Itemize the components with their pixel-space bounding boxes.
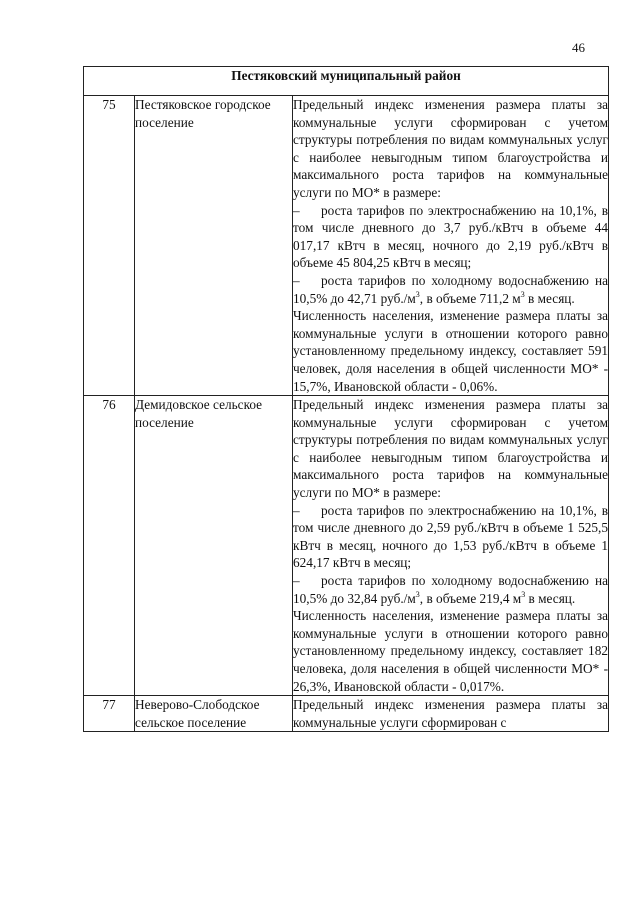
water-text: роста тарифов по холодному водоснабжению на 10,5% до 32,84 руб./м xyxy=(293,573,608,606)
intro-paragraph: Предельный индекс изменения размера платы за коммунальные услуги сформирован с учетом структуры потребления по видам коммунальных услуг с наиболее невыгодным типом благоустройства и максимального роста тарифов на коммунальные услуги по МО* в размере: xyxy=(293,397,608,501)
bullet-dash: – xyxy=(293,502,300,518)
settlement-name: Пестяковское городское поселение xyxy=(135,96,293,396)
population-paragraph: Численность населения, изменение размера платы за коммунальные услуги в отношении которого равно установленному предельному индексу, составляет 591 человек, доля населения в общей численности МО* - 15,7%, Ивановской области - 0,06%. xyxy=(293,308,608,394)
population-paragraph: Численность населения, изменение размера платы за коммунальные услуги в отношении которого равно установленному предельному индексу, составляет 182 человека, доля населения в общей численности МО* - 26,3%, Ивановской области - 0,017%. xyxy=(293,608,608,694)
bullet-dash: – xyxy=(293,573,300,589)
page-number: 46 xyxy=(572,40,585,55)
index-description xyxy=(293,696,609,732)
index-description xyxy=(293,96,609,396)
cubic-superscript: 3 xyxy=(520,289,525,299)
intro-paragraph: Предельный индекс изменения размера платы за коммунальные услуги сформирован с xyxy=(293,697,608,730)
electricity-text: роста тарифов по электроснабжению на 10,1%, в том числе дневного до 2,59 руб./кВтч в объеме 1 525,5 кВтч в месяц, ночного до 1,53 руб./кВтч в объеме 1 624,17 кВтч в месяц; xyxy=(293,502,608,571)
settlement-name: Неверово-Слободское сельское поселение xyxy=(135,696,293,732)
cubic-superscript: 3 xyxy=(415,589,420,599)
electricity-text: роста тарифов по электроснабжению на 10,1%, в том числе дневного до 3,7 руб./кВтч в объеме 44 017,17 кВтч в месяц, ночного до 2,19 руб./кВтч в объеме 45 804,25 кВтч в месяц; xyxy=(293,202,608,271)
tariff-table xyxy=(83,66,609,732)
cubic-superscript: 3 xyxy=(415,289,420,299)
water-volume-text: , в объеме 219,4 м xyxy=(419,590,522,606)
row-number: 75 xyxy=(84,96,135,396)
bullet-dash: – xyxy=(293,272,300,288)
table-row xyxy=(84,96,609,396)
region-header-row xyxy=(84,67,609,96)
row-number: 77 xyxy=(84,696,135,732)
index-description xyxy=(293,396,609,696)
water-bullet xyxy=(293,572,608,607)
table-row xyxy=(84,696,609,732)
row-number: 76 xyxy=(84,396,135,696)
electricity-bullet xyxy=(293,502,608,572)
water-volume-text: , в объеме 711,2 м xyxy=(419,290,521,306)
table-row xyxy=(84,396,609,696)
cubic-superscript: 3 xyxy=(521,589,526,599)
bullet-dash: – xyxy=(293,202,300,218)
intro-paragraph: Предельный индекс изменения размера платы за коммунальные услуги сформирован с учетом структуры потребления по видам коммунальных услуг с наиболее невыгодным типом благоустройства и максимального роста тарифов на коммунальные услуги по МО* в размере: xyxy=(293,97,608,200)
electricity-bullet xyxy=(293,202,608,272)
water-text: роста тарифов по холодному водоснабжению на 10,5% до 42,71 руб./м xyxy=(293,272,608,306)
water-period-text: в месяц. xyxy=(524,290,575,306)
water-period-text: в месяц. xyxy=(525,590,576,606)
water-bullet xyxy=(293,272,608,307)
region-title: Пестяковский муниципальный район xyxy=(84,67,609,96)
settlement-name: Демидовское сельское поселение xyxy=(135,396,293,696)
